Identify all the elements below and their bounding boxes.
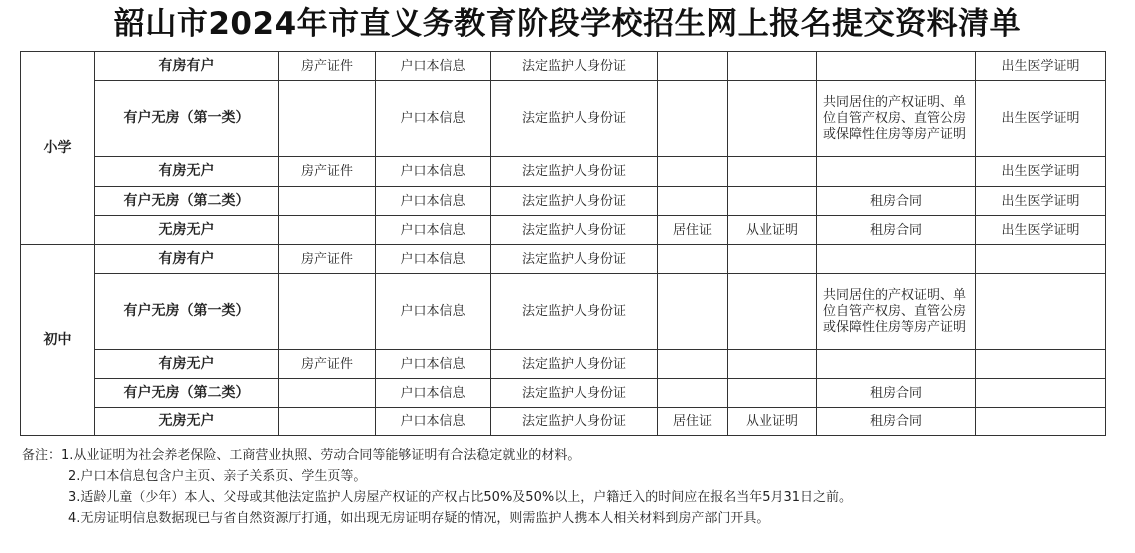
birth-cert-cell: 出生医学证明 bbox=[976, 157, 1106, 187]
table-row bbox=[21, 350, 1106, 379]
empty-cell bbox=[817, 245, 976, 274]
empty-cell bbox=[658, 379, 728, 408]
category-label: 有房无户 bbox=[95, 157, 279, 187]
table-row bbox=[21, 52, 1106, 81]
empty-cell bbox=[279, 81, 376, 157]
residence-permit-cell: 居住证 bbox=[658, 216, 728, 245]
empty-cell bbox=[728, 81, 817, 157]
note-line: 2.户口本信息包含户主页、亲子关系页、学生页等。 bbox=[68, 469, 367, 484]
hukou-cell: 户口本信息 bbox=[376, 157, 491, 187]
category-label: 无房无户 bbox=[95, 216, 279, 245]
hukou-cell: 户口本信息 bbox=[376, 81, 491, 157]
table-row bbox=[21, 216, 1106, 245]
guardian-id-cell: 法定监护人身份证 bbox=[491, 216, 658, 245]
category-label: 无房无户 bbox=[95, 408, 279, 436]
table-row bbox=[21, 379, 1106, 408]
category-label: 有户无房（第一类） bbox=[95, 274, 279, 350]
category-label: 有户无房（第二类） bbox=[95, 379, 279, 408]
guardian-id-cell: 法定监护人身份证 bbox=[491, 408, 658, 436]
category-label: 有户无房（第二类） bbox=[95, 187, 279, 216]
materials-table bbox=[20, 51, 1106, 436]
empty-cell bbox=[728, 379, 817, 408]
table-row bbox=[21, 408, 1106, 436]
table-row bbox=[21, 245, 1106, 274]
empty-cell bbox=[658, 157, 728, 187]
birth-cert-cell: 出生医学证明 bbox=[976, 52, 1106, 81]
hukou-cell: 户口本信息 bbox=[376, 350, 491, 379]
empty-cell bbox=[976, 408, 1106, 436]
shared-property-cell: 共同居住的产权证明、单位自管产权房、直管公房或保障性住房等房产证明 bbox=[817, 81, 976, 157]
rental-contract-cell: 租房合同 bbox=[817, 408, 976, 436]
empty-cell bbox=[728, 187, 817, 216]
note-line: 3.适龄儿童（少年）本人、父母或其他法定监护人房屋产权证的产权占比50%及50%以上，户籍迁入的时间应在报名当年5月31日之前。 bbox=[68, 490, 853, 505]
property-doc-cell: 房产证件 bbox=[279, 52, 376, 81]
category-label: 有房有户 bbox=[95, 52, 279, 81]
empty-cell bbox=[279, 274, 376, 350]
empty-cell bbox=[817, 350, 976, 379]
empty-cell bbox=[728, 245, 817, 274]
empty-cell bbox=[279, 408, 376, 436]
note-line: 4.无房证明信息数据现已与省自然资源厅打通，如出现无房证明存疑的情况，则需监护人携本人相关材料到房产部门开具。 bbox=[68, 511, 770, 526]
property-doc-cell: 房产证件 bbox=[279, 245, 376, 274]
guardian-id-cell: 法定监护人身份证 bbox=[491, 81, 658, 157]
empty-cell bbox=[279, 379, 376, 408]
category-label: 有房有户 bbox=[95, 245, 279, 274]
category-label: 有房无户 bbox=[95, 350, 279, 379]
category-label: 有户无房（第一类） bbox=[95, 81, 279, 157]
guardian-id-cell: 法定监护人身份证 bbox=[491, 187, 658, 216]
level-label: 初中 bbox=[21, 245, 95, 436]
property-doc-cell: 房产证件 bbox=[279, 350, 376, 379]
guardian-id-cell: 法定监护人身份证 bbox=[491, 274, 658, 350]
page-title: 韶山市2024年市直义务教育阶段学校招生网上报名提交资料清单 bbox=[113, 6, 1022, 42]
rental-contract-cell: 租房合同 bbox=[817, 216, 976, 245]
birth-cert-cell: 出生医学证明 bbox=[976, 187, 1106, 216]
hukou-cell: 户口本信息 bbox=[376, 52, 491, 81]
birth-cert-cell: 出生医学证明 bbox=[976, 81, 1106, 157]
table-row bbox=[21, 274, 1106, 350]
hukou-cell: 户口本信息 bbox=[376, 216, 491, 245]
table-row bbox=[21, 81, 1106, 157]
hukou-cell: 户口本信息 bbox=[376, 379, 491, 408]
employment-proof-cell: 从业证明 bbox=[728, 216, 817, 245]
birth-cert-cell: 出生医学证明 bbox=[976, 216, 1106, 245]
empty-cell bbox=[279, 187, 376, 216]
guardian-id-cell: 法定监护人身份证 bbox=[491, 52, 658, 81]
shared-property-cell: 共同居住的产权证明、单位自管产权房、直管公房或保障性住房等房产证明 bbox=[817, 274, 976, 350]
hukou-cell: 户口本信息 bbox=[376, 408, 491, 436]
empty-cell bbox=[976, 350, 1106, 379]
empty-cell bbox=[728, 52, 817, 81]
property-doc-cell: 房产证件 bbox=[279, 157, 376, 187]
empty-cell bbox=[658, 274, 728, 350]
empty-cell bbox=[658, 52, 728, 81]
notes-section bbox=[22, 445, 1112, 529]
empty-cell bbox=[817, 157, 976, 187]
hukou-cell: 户口本信息 bbox=[376, 187, 491, 216]
guardian-id-cell: 法定监护人身份证 bbox=[491, 157, 658, 187]
guardian-id-cell: 法定监护人身份证 bbox=[491, 245, 658, 274]
empty-cell bbox=[658, 81, 728, 157]
empty-cell bbox=[728, 274, 817, 350]
empty-cell bbox=[976, 274, 1106, 350]
residence-permit-cell: 居住证 bbox=[658, 408, 728, 436]
table-row bbox=[21, 157, 1106, 187]
empty-cell bbox=[728, 157, 817, 187]
level-label: 小学 bbox=[21, 52, 95, 245]
hukou-cell: 户口本信息 bbox=[376, 274, 491, 350]
empty-cell bbox=[658, 245, 728, 274]
employment-proof-cell: 从业证明 bbox=[728, 408, 817, 436]
table-row bbox=[21, 187, 1106, 216]
note-line: 备注：1.从业证明为社会养老保险、工商营业执照、劳动合同等能够证明有合法稳定就业的材料。 bbox=[22, 448, 581, 463]
rental-contract-cell: 租房合同 bbox=[817, 187, 976, 216]
empty-cell bbox=[976, 379, 1106, 408]
empty-cell bbox=[658, 187, 728, 216]
empty-cell bbox=[658, 350, 728, 379]
hukou-cell: 户口本信息 bbox=[376, 245, 491, 274]
rental-contract-cell: 租房合同 bbox=[817, 379, 976, 408]
empty-cell bbox=[817, 52, 976, 81]
guardian-id-cell: 法定监护人身份证 bbox=[491, 379, 658, 408]
guardian-id-cell: 法定监护人身份证 bbox=[491, 350, 658, 379]
empty-cell bbox=[279, 216, 376, 245]
empty-cell bbox=[976, 245, 1106, 274]
empty-cell bbox=[728, 350, 817, 379]
